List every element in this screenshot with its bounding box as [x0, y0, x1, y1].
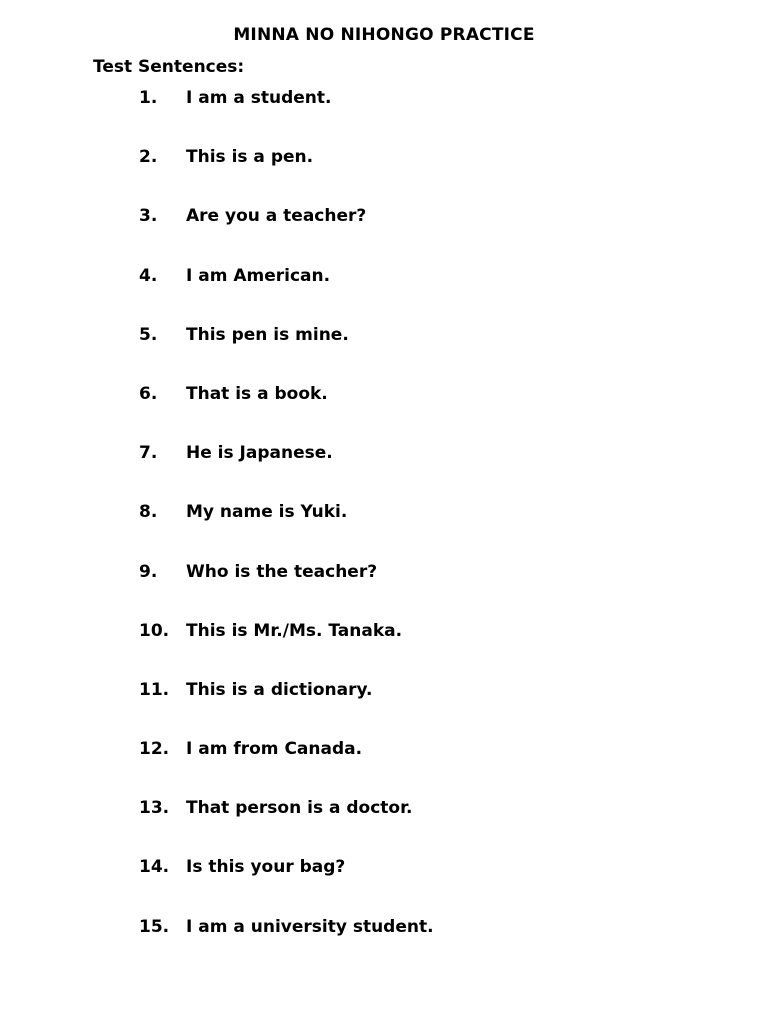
sentence-list	[139, 88, 434, 976]
sentence-text: Are you a teacher?	[186, 206, 367, 227]
list-item	[139, 266, 434, 325]
sentence-text: I am from Canada.	[186, 739, 363, 760]
sentence-text: That person is a doctor.	[186, 798, 413, 819]
list-item	[139, 798, 434, 857]
list-item	[139, 680, 434, 739]
sentence-number: 13.	[139, 798, 170, 819]
sentence-number: 1.	[139, 88, 158, 108]
sentence-number: 11.	[139, 679, 170, 700]
sentence-number: 14.	[139, 857, 170, 878]
sentence-text: My name is Yuki.	[186, 502, 348, 523]
sentence-number: 2.	[139, 147, 158, 168]
list-item	[139, 384, 434, 443]
list-item	[139, 917, 434, 976]
sentence-number: 10.	[139, 620, 170, 641]
list-item	[139, 147, 434, 206]
sentence-text: I am a student.	[186, 88, 332, 108]
sentence-number: 7.	[139, 443, 158, 464]
sentence-text: This is a dictionary.	[186, 679, 373, 700]
sentence-text: I am a university student.	[186, 916, 434, 937]
list-item	[139, 88, 434, 147]
sentence-text: He is Japanese.	[186, 443, 333, 464]
sentence-text: Is this your bag?	[186, 857, 346, 878]
sentence-text: This is a pen.	[186, 147, 314, 168]
list-item	[139, 206, 434, 265]
sentence-text: This pen is mine.	[186, 324, 349, 345]
list-item	[139, 739, 434, 798]
sentence-number: 9.	[139, 561, 158, 582]
sentence-text: I am American.	[186, 265, 331, 286]
list-item	[139, 443, 434, 502]
list-item	[139, 325, 434, 384]
sentence-number: 5.	[139, 324, 158, 345]
section-heading: Test Sentences:	[93, 57, 245, 77]
list-item	[139, 621, 434, 680]
sentence-number: 4.	[139, 265, 158, 286]
sentence-number: 8.	[139, 502, 158, 523]
sentence-number: 6.	[139, 383, 158, 404]
list-item	[139, 562, 434, 621]
sentence-text: Who is the teacher?	[186, 561, 378, 582]
sentence-text: This is Mr./Ms. Tanaka.	[186, 620, 403, 641]
sentence-number: 12.	[139, 739, 170, 760]
list-item	[139, 857, 434, 916]
sentence-number: 15.	[139, 916, 170, 937]
sentence-text: That is a book.	[186, 383, 328, 404]
list-item	[139, 502, 434, 561]
sentence-number: 3.	[139, 206, 158, 227]
document-title: MINNA NO NIHONGO PRACTICE	[233, 25, 535, 45]
